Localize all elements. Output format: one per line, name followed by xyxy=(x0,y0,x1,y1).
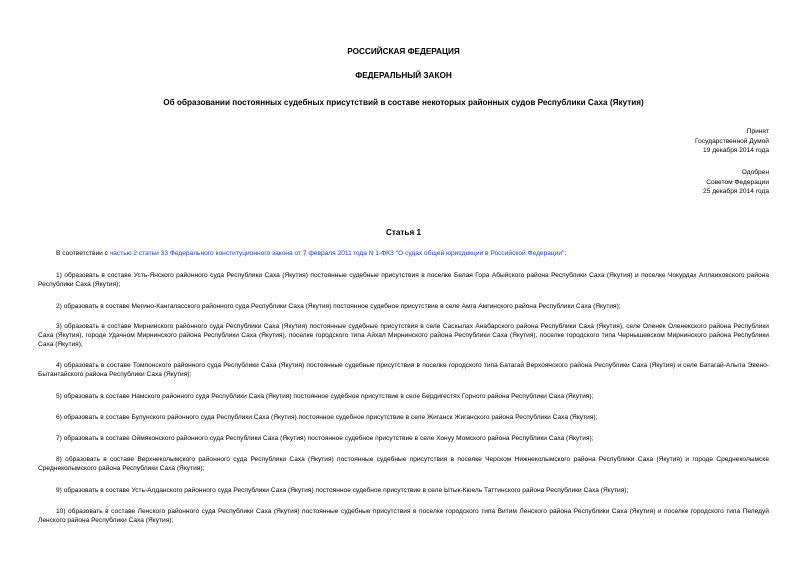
intro-text: В соответствии с xyxy=(56,250,110,257)
intro-colon: : xyxy=(564,250,567,257)
doc-type-heading: ФЕДЕРАЛЬНЫЙ ЗАКОН xyxy=(355,71,452,80)
list-item: 9) образовать в составе Усть-Алданского районного суда Республики Саха (Якутия) постоянное судебное присутствие в селе Ытык-Кюель Таттинского района Республики Саха (Якутия); xyxy=(56,487,629,494)
list-item: 7) образовать в составе Оймяконского районного суда Республики Саха (Якутия) постоянное судебное присутствие в селе Хонуу Момского района Республики Саха (Якутия); xyxy=(56,435,594,442)
list-item: 4) образовать в составе Томпонского районного суда Республики Саха (Якутия) постоянные судебные присутствия в поселке городского типа Батагай Верхоянского района Республики Саха (Якутия) и селе Батагай-Алыта Эвено-Бытантайского района Республики Саха (Якутия); xyxy=(38,362,769,378)
list-item: 5) образовать в составе Намского районного суда Республики Саха (Якутия) постоянное судебное присутствие в селе Бердигестях Горного района Республики Саха (Якутия); xyxy=(56,393,594,400)
approved-body: Советом Федерации xyxy=(706,178,769,186)
article-heading: Статья 1 xyxy=(385,228,422,237)
list-item: 1) образовать в составе Усть-Янского районного суда Республики Саха (Якутия) постоянные судебные присутствия в поселке Белая Гора Абыйского района Республики Саха (Якутия) и поселке Чокурдах Аллаиховского района Республики Саха (Якутия); xyxy=(38,272,769,288)
adopted-label: Принят xyxy=(746,128,769,135)
adopted-block xyxy=(569,127,769,156)
approved-date: 25 декабря 2014 года xyxy=(703,188,769,195)
law-reference-link[interactable]: частью 2 статьи 33 Федерального конституционного закона от 7 февраля 2011 года N 1-ФКЗ "О судах общей юрисдикции в Российской Федерации" xyxy=(109,250,565,257)
list-item: 10) образовать в составе Ленского районного суда Республики Саха (Якутия) постоянные судебные присутствия в поселке городского типа Витим Ленского района Республики Саха (Якутия) и поселке городского типа Пеледуй Ленского района Республики Саха (Якутия); xyxy=(38,508,769,524)
approved-label: Одобрен xyxy=(741,169,769,176)
approved-block xyxy=(569,168,769,197)
list-item: 2) образовать в составе Мегино-Кангаласского районного суда Республики Саха (Якутия) постоянное судебное присутствие в селе Амга Амгинского района Республики Саха (Якутия); xyxy=(56,303,621,310)
federation-heading: РОССИЙСКАЯ ФЕДЕРАЦИЯ xyxy=(347,47,460,56)
adopted-body: Государственной Думой xyxy=(695,137,769,145)
article-intro xyxy=(38,249,769,258)
adopted-date: 19 декабря 2014 года xyxy=(703,147,769,154)
list-item: 8) образовать в составе Верхнеколымского районного суда Республики Саха (Якутия) постоянные судебные присутствия в поселке Черском Нижнеколымского района Республики Саха (Якутия) и городе Среднеколымске Среднеколымского района Республики Саха (Якутия); xyxy=(38,456,769,472)
list-item: 6) образовать в составе Булунского районного суда Республики Саха (Якутия) постоянное судебное присутствие в селе Жиганск Жиганского района Республики Саха (Якутия); xyxy=(56,414,598,421)
list-item: 3) образовать в составе Мирнинского районного суда Республики Саха (Якутия) постоянные судебные присутствия в селе Саскылах Анабарского района Республики Саха (Якутия), селе Оленек Оленекского района Республики Саха (Якутия), городе Удачном Мирнинского района Республики Саха (Якутия), поселке городского типа Айхал Мирнинского района Республики Саха (Якутия), поселке городского типа Чернышевском Мирнинского района Республики Саха (Якутия); xyxy=(38,323,769,348)
law-title: Об образовании постоянных судебных присутствий в составе некоторых районных судов Республики Саха (Якутия) xyxy=(163,98,644,107)
